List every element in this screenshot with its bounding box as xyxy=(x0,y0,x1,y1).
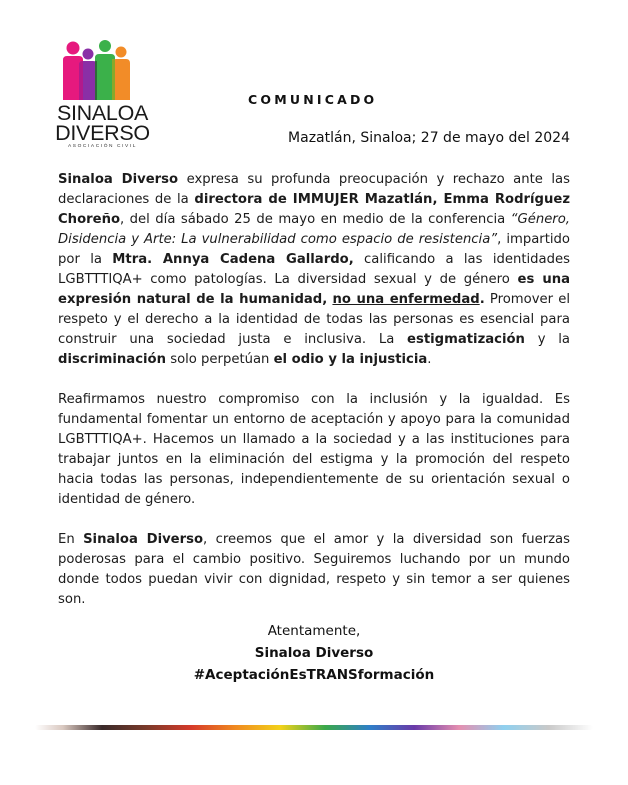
rainbow-divider xyxy=(35,725,593,730)
signoff xyxy=(0,620,628,686)
logo-text-line2: DIVERSO xyxy=(55,121,150,145)
text-span: calificando a las identidades LGBTTTIQA+ como patologías. La diversidad sexual y de género xyxy=(58,252,570,287)
conference-title: “Género, Disidencia y Arte: La vulnerabilidad como espacio de resistencia” xyxy=(58,212,570,247)
logo-subtitle: ASOCIACIÓN CIVIL xyxy=(67,144,138,149)
key-phrase-emphasis: es una expresión natural de la humanidad, xyxy=(58,272,571,307)
text-span: , impartido por la xyxy=(58,232,570,267)
dateline: Mazatlán, Sinaloa; 27 de mayo del 2024 xyxy=(288,130,570,146)
hashtag: #AceptaciónEsTRANSformación xyxy=(193,667,435,683)
closing-line: Atentamente, xyxy=(267,623,361,639)
hate-injustice-emphasis: el odio y la injusticia xyxy=(273,352,428,367)
text-span: , del día sábado 25 de mayo en medio de la conferencia xyxy=(120,212,511,227)
text-span: . xyxy=(427,352,432,367)
paragraph-3 xyxy=(58,530,570,610)
text-span: , creemos que el amor y la diversidad son fuerzas poderosas para el cambio positivo. Seguiremos luchando por un mundo donde todos puedan vivir con dignidad, respeto y sin temor a ser quienes son. xyxy=(58,532,570,607)
logo-text-line1: SINALOA xyxy=(56,101,149,125)
underlined-phrase: no una enfermedad xyxy=(332,292,480,307)
discrimination-emphasis: discriminación xyxy=(58,352,166,367)
signature-organization: Sinaloa Diverso xyxy=(254,645,374,661)
text-span: y la xyxy=(524,332,570,347)
document-heading: COMUNICADO xyxy=(248,92,378,107)
statement-body xyxy=(58,170,570,630)
org-name-emphasis: Sinaloa Diverso xyxy=(83,532,204,547)
text-span: Promover el respeto y el derecho a la identidad de todas las personas es esencial para construir una sociedad justa e inclusiva. La xyxy=(58,292,570,347)
paragraph-2: Reafirmamos nuestro compromiso con la inclusión y la igualdad. Es fundamental fomentar un entorno de aceptación y apoyo para la comunidad LGBTTTIQA+. Hacemos un llamado a la sociedad y a las instituciones para trabajar juntos en la eliminación del estigma y la promoción del respeto hacia todas las personas, independientemente de su orientación sexual o identidad de género. xyxy=(58,392,570,507)
text-span: En xyxy=(58,532,84,547)
speaker-name-emphasis: Mtra. Annya Cadena Gallardo, xyxy=(112,252,354,267)
paragraph-1 xyxy=(58,170,570,370)
text-span: . xyxy=(479,292,485,307)
text-span: expresa su profunda preocupación y rechazo ante las declaraciones de la xyxy=(58,172,570,207)
text-span: solo perpetúan xyxy=(166,352,274,367)
official-name-emphasis: directora de IMMUJER Mazatlán, Emma Rodríguez Choreño xyxy=(58,192,570,227)
people-figures-icon xyxy=(55,38,150,100)
stigmatization-emphasis: estigmatización xyxy=(407,332,525,347)
org-name-emphasis: Sinaloa Diverso xyxy=(58,172,179,187)
sinaloa-diverso-logo xyxy=(55,38,150,149)
